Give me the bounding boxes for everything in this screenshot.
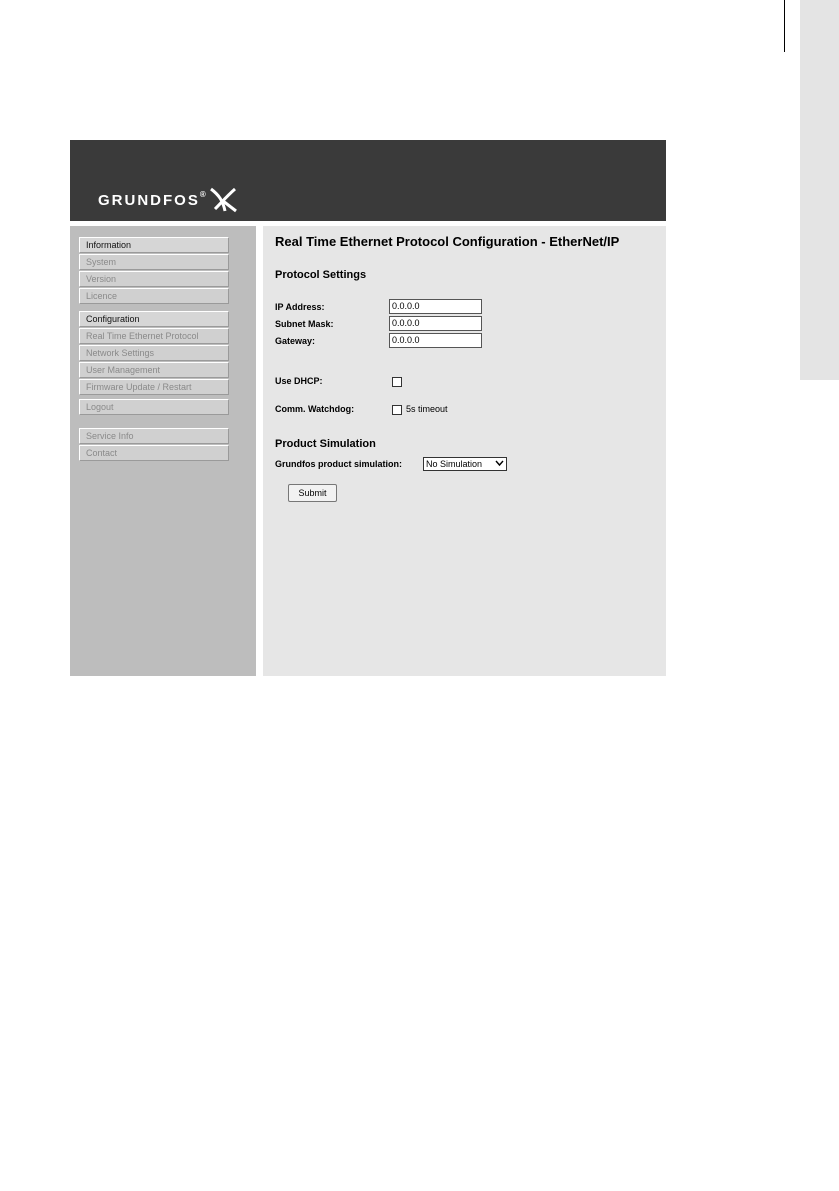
header-bar	[70, 140, 666, 221]
grundfos-logo	[98, 186, 237, 214]
use-dhcp-label: Use DHCP:	[275, 376, 323, 386]
main-content	[263, 226, 666, 676]
menu-group-information	[79, 237, 229, 305]
menu-item-logout[interactable]: Logout	[79, 399, 229, 415]
subnet-mask-label: Subnet Mask:	[275, 319, 334, 329]
menu-group-service	[79, 428, 229, 462]
menu-item-firmware-update[interactable]: Firmware Update / Restart	[79, 379, 229, 395]
gateway-label: Gateway:	[275, 336, 316, 346]
select-value: No Simulation	[426, 459, 483, 469]
menu-heading-information[interactable]: Information	[79, 237, 229, 253]
crop-mark	[784, 0, 785, 52]
page-title: Real Time Ethernet Protocol Configuration - EtherNet/IP	[275, 234, 620, 249]
chevron-down-icon	[495, 458, 504, 472]
grundfos-x-logo-icon	[209, 187, 237, 213]
watchdog-option-label: 5s timeout	[406, 404, 448, 414]
menu-group-logout	[79, 399, 229, 416]
registered-mark: ®	[199, 190, 206, 199]
menu-item-version[interactable]: Version	[79, 271, 229, 287]
menu-item-system[interactable]: System	[79, 254, 229, 270]
comm-watchdog-label: Comm. Watchdog:	[275, 404, 355, 414]
product-simulation-select[interactable]	[423, 457, 507, 471]
menu-item-real-time-ethernet-protocol[interactable]: Real Time Ethernet Protocol	[79, 328, 229, 344]
product-simulation-label: Grundfos product simulation:	[275, 459, 402, 469]
menu-item-licence[interactable]: Licence	[79, 288, 229, 304]
ip-address-field[interactable]: 0.0.0.0	[389, 299, 482, 314]
subnet-mask-field[interactable]: 0.0.0.0	[389, 316, 482, 331]
ip-address-label: IP Address:	[275, 302, 325, 312]
submit-button[interactable]: Submit	[288, 484, 337, 502]
logo-text: GRUNDFOS	[98, 191, 200, 209]
menu-heading-configuration[interactable]: Configuration	[79, 311, 229, 327]
menu-item-service-info[interactable]: Service Info	[79, 428, 229, 444]
protocol-settings-heading: Protocol Settings	[275, 269, 367, 281]
web-interface-screenshot	[70, 140, 666, 676]
menu-item-contact[interactable]: Contact	[79, 445, 229, 461]
menu-item-network-settings[interactable]: Network Settings	[79, 345, 229, 361]
watchdog-checkbox[interactable]	[392, 405, 402, 415]
menu-group-configuration	[79, 311, 229, 396]
sidebar	[70, 226, 256, 676]
page-side-tab	[800, 0, 839, 380]
menu-item-user-management[interactable]: User Management	[79, 362, 229, 378]
use-dhcp-checkbox[interactable]	[392, 377, 402, 387]
gateway-field[interactable]: 0.0.0.0	[389, 333, 482, 348]
product-simulation-heading: Product Simulation	[275, 438, 376, 450]
